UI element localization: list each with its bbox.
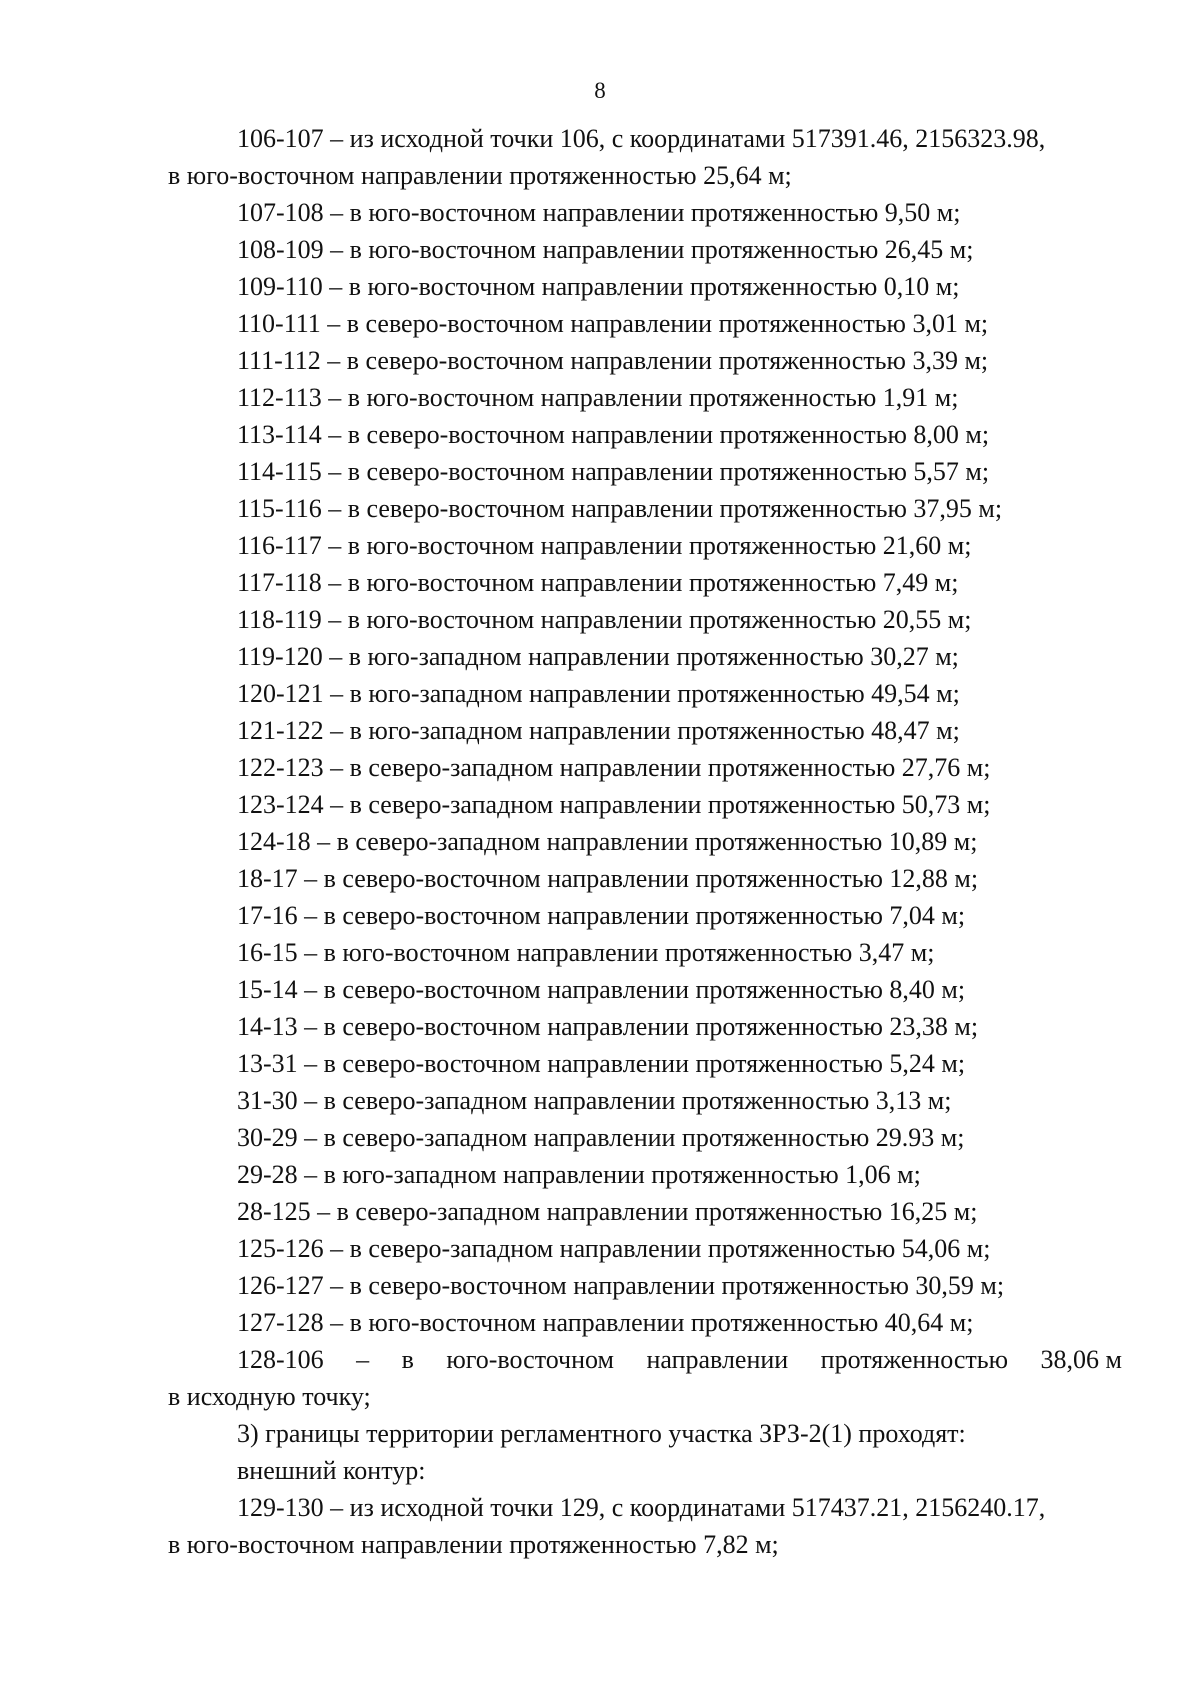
text-line: 129-130 – из исходной точки 129, с координатами 517437.21, 2156240.17, [237, 1493, 1046, 1522]
text-line: в исходную точку; [168, 1382, 371, 1411]
text-line: 124-18 – в северо-западном направлении протяженностью 10,89 м; [237, 827, 978, 856]
text-line: 120-121 – в юго-западном направлении протяженностью 49,54 м; [237, 679, 960, 708]
page-number: 8 [594, 78, 606, 103]
text-line: 15-14 – в северо-восточном направлении протяженностью 8,40 м; [237, 975, 966, 1004]
text-line: 122-123 – в северо-западном направлении протяженностью 27,76 м; [237, 753, 991, 782]
text-line: 16-15 – в юго-восточном направлении протяженностью 3,47 м; [237, 938, 935, 967]
text-line: 29-28 – в юго-западном направлении протяженностью 1,06 м; [237, 1160, 921, 1189]
text-line: 108-109 – в юго-восточном направлении протяженностью 26,45 м; [237, 235, 974, 264]
text-line: 28-125 – в северо-западном направлении протяженностью 16,25 м; [237, 1197, 978, 1226]
text-line: 110-111 – в северо-восточном направлении протяженностью 3,01 м; [237, 309, 989, 338]
text-line: 113-114 – в северо-восточном направлении протяженностью 8,00 м; [237, 420, 990, 449]
segment-id: 128-106 [237, 1345, 324, 1374]
text-line: 31-30 – в северо-западном направлении протяженностью 3,13 м; [237, 1086, 952, 1115]
text-line: 116-117 – в юго-восточном направлении протяженностью 21,60 м; [237, 531, 972, 560]
document-body [168, 120, 1148, 1563]
text-line: 119-120 – в юго-западном направлении протяженностью 30,27 м; [237, 642, 959, 671]
text-line: 13-31 – в северо-восточном направлении протяженностью 5,24 м; [237, 1049, 966, 1078]
text-line: 111-112 – в северо-восточном направлении протяженностью 3,39 м; [237, 346, 989, 375]
text-line: в юго-восточном направлении протяженностью 7,82 м; [168, 1530, 779, 1559]
text-line: 118-119 – в юго-восточном направлении протяженностью 20,55 м; [237, 605, 972, 634]
text-line: в юго-восточном направлении протяженностью 25,64 м; [168, 161, 792, 190]
text-line: 18-17 – в северо-восточном направлении протяженностью 12,88 м; [237, 864, 979, 893]
text-line: 114-115 – в северо-восточном направлении протяженностью 5,57 м; [237, 457, 990, 486]
word: в [401, 1345, 414, 1374]
word: юго-восточном [446, 1345, 614, 1374]
justified-line [168, 1341, 1148, 1378]
dash: – [356, 1345, 370, 1374]
text-line: 123-124 – в северо-западном направлении протяженностью 50,73 м; [237, 790, 991, 819]
word: протяженностью [820, 1345, 1009, 1374]
text-line: 126-127 – в северо-восточном направлении протяженностью 30,59 м; [237, 1271, 1005, 1300]
text-line: 30-29 – в северо-западном направлении протяженностью 29.93 м; [237, 1123, 965, 1152]
text-line: 121-122 – в юго-западном направлении протяженностью 48,47 м; [237, 716, 960, 745]
text-line: 106-107 – из исходной точки 106, с координатами 517391.46, 2156323.98, [237, 124, 1046, 153]
subsection-heading: внешний контур: [237, 1456, 426, 1485]
text-line: 112-113 – в юго-восточном направлении протяженностью 1,91 м; [237, 383, 959, 412]
section-heading: 3) границы территории регламентного участка ЗРЗ-2(1) проходят: [237, 1419, 966, 1448]
text-line: 115-116 – в северо-восточном направлении протяженностью 37,95 м; [237, 494, 1003, 523]
text-line: 127-128 – в юго-восточном направлении протяженностью 40,64 м; [237, 1308, 974, 1337]
word: направлении [646, 1345, 789, 1374]
text-line: 14-13 – в северо-восточном направлении протяженностью 23,38 м; [237, 1012, 979, 1041]
text-line: 109-110 – в юго-восточном направлении протяженностью 0,10 м; [237, 272, 960, 301]
text-line: 107-108 – в юго-восточном направлении протяженностью 9,50 м; [237, 198, 961, 227]
text-line: 125-126 – в северо-западном направлении протяженностью 54,06 м; [237, 1234, 991, 1263]
text-line: 17-16 – в северо-восточном направлении протяженностью 7,04 м; [237, 901, 966, 930]
length-value: 38,06 м [1040, 1345, 1122, 1374]
text-line: 117-118 – в юго-восточном направлении протяженностью 7,49 м; [237, 568, 959, 597]
